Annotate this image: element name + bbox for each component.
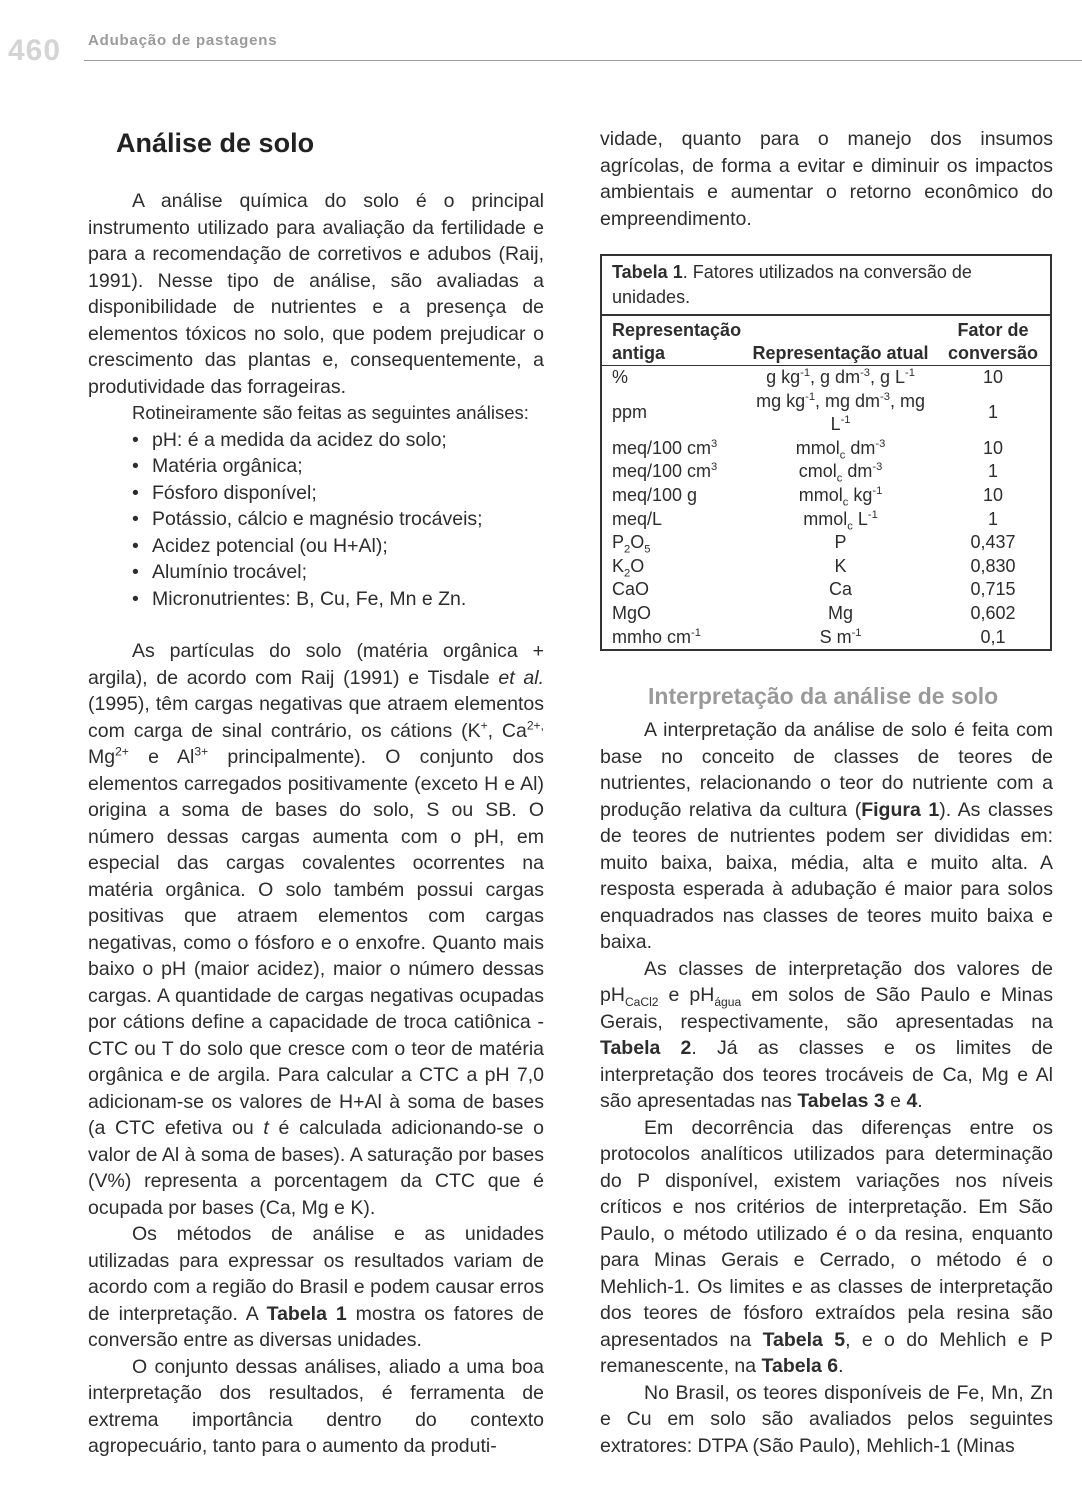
paragraph-ph: As classes de interpretação dos valores de $pH_{CaCl2}$ e $pH_{água}$ em solos de São Paulo e Minas Gerais, respectivamente, são apresentadas na Tabela 2. Já as classes e os limites de interpretação dos teores trocáveis de Ca, Mg e Al são apresentadas nas Tabelas 3 e 4.: [600, 957, 1054, 1113]
table-cell: P: [834, 532, 847, 553]
list-item: • pH: é a medida da acidez do solo;: [132, 427, 544, 454]
paragraph-conjunto: O conjunto dessas análises, aliado a uma boa interpretação dos resultados, é ferramenta de extrema importância dentro do contexto agropecuário, tanto para o aumento da produti-: [88, 1355, 544, 1457]
spacer: [88, 612, 544, 638]
table-cell: $K_2O$: [612, 555, 645, 580]
table-cell: mmol$_c$ $L^{-1}$: [803, 508, 878, 533]
table-cell: g $kg^{-1}$, g $dm^{-3}$, g $L^{-1}$: [766, 367, 915, 387]
left-column: [88, 126, 544, 1460]
table-row: [602, 437, 1050, 461]
table-row: [602, 484, 1050, 508]
table-cell: mmho $cm^{-1}$: [612, 626, 701, 647]
table-cell: Ca: [829, 579, 853, 600]
column-header: Fator de conversão: [936, 316, 1050, 366]
table-cell: 0,437: [970, 532, 1016, 553]
list-item: • Fósforo disponível;: [132, 480, 544, 507]
table-cell: 10: [982, 367, 1004, 387]
table-cell: 10: [982, 437, 1004, 458]
table-body: [602, 366, 1050, 650]
table-row: [602, 602, 1050, 626]
section-title-analise: Análise de solo: [116, 128, 315, 158]
table-caption: Tabela 1. Fatores utilizados na conversão de unidades.: [602, 256, 1050, 316]
paragraph-classes: A interpretação da análise de solo é feita com base no conceito de classes de teores de nutrientes, relacionando o teor do nutriente com a produção relativa da cultura (Figura 1). As classes de teores de nutrientes podem ser divididas em: muito baixa, baixa, média, alta e muito alta. A resposta esperada à adubação é maior para solos enquadrados nas classes de teores muito baixa e baixa.: [600, 719, 1053, 954]
paragraph-methods: Os métodos de análise e as unidades utilizadas para expressar os resultados variam de acordo com a região do Brasil e podem causar erros de interpretação. A Tabela 1 mostra os fatores de conversão entre as diversas unidades.: [88, 1223, 544, 1351]
table-row: [602, 366, 1050, 390]
table-cell: 10: [982, 484, 1004, 505]
section-title-interpretacao: Interpretação da análise de solo: [648, 683, 999, 710]
table-cell: mmol$_c$ $dm^{-3}$: [795, 437, 886, 462]
table-cell: 1: [987, 461, 998, 482]
table-row: [602, 531, 1050, 555]
paragraph-intro: A análise química do solo é o principal instrumento utilizado para avaliação da fertilidade e para a recomendação de corretivos e adubos (Raij, 1991). Nesse tipo de análise, são avaliadas a disponibilidade de nutrientes e a presença de elementos tóxicos no solo, que podem prejudicar o crescimento das plantas e, consequentemente, a produtividade das forrageiras.: [88, 190, 544, 398]
conversion-table: [602, 316, 1050, 649]
table-cell: S $m^{-1}$: [819, 626, 862, 647]
list-item: • Micronutrientes: B, Cu, Fe, Mn e Zn.: [132, 586, 544, 613]
table-cell: K: [834, 555, 847, 576]
table-cell: mg $kg^{-1}$, mg $dm^{-3}$, mg $L^{-1}$: [756, 390, 925, 435]
figure-1-reference: Figura 1: [861, 798, 940, 821]
table-cell: %: [612, 367, 629, 387]
list-intro: Rotineiramente são feitas as seguintes análises:: [132, 402, 529, 423]
list-item: • Acidez potencial (ou H+Al);: [132, 533, 544, 560]
page-number: 460: [8, 34, 62, 67]
list-item: • Potássio, cálcio e magnésio trocáveis;: [132, 506, 544, 533]
list-item: • Matéria orgânica;: [132, 453, 544, 480]
header-rule: [84, 60, 1082, 61]
table-cell: cmol$_c$ $dm^{-3}$: [798, 461, 883, 485]
paragraph-phosphorus: Em decorrência das diferenças entre os protocolos analíticos utilizados para determinação do P disponível, existem variações nos níveis críticos e nos critérios de interpretação. Em São Paulo, o método utilizado é o da resina, enquanto para Minas Gerais e Cerrado, o método é o Mehlich-1. Os limites e as classes de interpretação dos teores de fósforo extraídos pela resina são apresentados na Tabela 5, e o do Mehlich e P remanescente, na Tabela 6.: [600, 1116, 1054, 1378]
page-header: [0, 28, 1082, 67]
table-cell: meq/100 g: [612, 484, 698, 505]
table-cell: MgO: [612, 602, 652, 623]
table-cell: meq/100 $cm^3$: [612, 437, 718, 458]
table-1-reference: Tabela 1: [266, 1302, 347, 1325]
table-cell: 1: [987, 402, 998, 423]
running-title: Adubação de pastagens: [88, 32, 278, 49]
table-cell: meq/100 $cm^3$: [612, 461, 718, 482]
table-header-row: [602, 316, 1050, 366]
table-row: [602, 555, 1050, 579]
list-item: • Alumínio trocável;: [132, 559, 544, 586]
table-cell: Mg: [828, 602, 854, 623]
table-cell: 0,1: [980, 626, 1006, 647]
column-header: Representação atual: [745, 316, 936, 366]
table-cell: 0,602: [970, 602, 1016, 623]
table-cell: $P_2O_5$: [612, 532, 651, 556]
right-column: [600, 126, 1053, 1459]
table-row: [602, 626, 1050, 650]
analyses-list: [88, 427, 544, 613]
table-row: [602, 508, 1050, 532]
table-cell: 0,715: [970, 579, 1016, 600]
table-row: [602, 390, 1050, 437]
table-cell: mmol$_c$ $kg^{-1}$: [798, 484, 883, 509]
paragraph-micronutrients: No Brasil, os teores disponíveis de Fe, Mn, Zn e Cu em solo são avaliados pelos seguintes extratores: DTPA (São Paulo), Mehlich-1 (Minas: [600, 1381, 1053, 1457]
table-1: [600, 254, 1052, 651]
column-header: Representação antiga: [602, 316, 745, 366]
paragraph-continuation: vidade, quanto para o manejo dos insumos agrícolas, de forma a evitar e diminuir os impactos ambientais e aumentar o retorno econômico do empreendimento.: [600, 128, 1053, 230]
table-cell: 1: [987, 508, 998, 529]
table-cell: meq/L: [612, 508, 663, 529]
table-cell: CaO: [612, 579, 650, 600]
table-cell: ppm: [612, 402, 648, 423]
table-row: [602, 460, 1050, 484]
table-cell: 0,830: [970, 555, 1016, 576]
table-row: [602, 578, 1050, 602]
paragraph-particles: As partículas do solo (matéria orgânica + argila), de acordo com Raij (1991) e Tisdale et al. (1995), têm cargas negativas que atraem elementos com carga de sinal contrário, os cátions (K+, $Ca^{2+,}$ $Mg^{2+}$ e $Al^{3+}$ principalmente). O conjunto dos elementos carregados positivamente (exceto H e Al) origina a soma de bases do solo, S ou SB. O número dessas cargas aumenta com o pH, em especial das cargas covalentes ocorrentes na matéria orgânica. O solo também possui cargas positivas que atraem elementos com cargas negativas, como o fósforo e o enxofre. Quanto mais baixo o pH (maior acidez), maior o número dessas cargas. A quantidade de cargas negativas ocupadas por cátions define a capacidade de troca catiônica - CTC ou T do solo que cresce com o teor de matéria orgânica e de argila. Para calcular a CTC a pH 7,0 adicionam-se os valores de H+Al à soma de bases (a CTC efetiva ou t é calculada adicionando-se o valor de Al à soma de bases). A saturação por bases (V%) representa a porcentagem da CTC que é ocupada por bases (Ca, Mg e K).: [88, 640, 545, 1219]
